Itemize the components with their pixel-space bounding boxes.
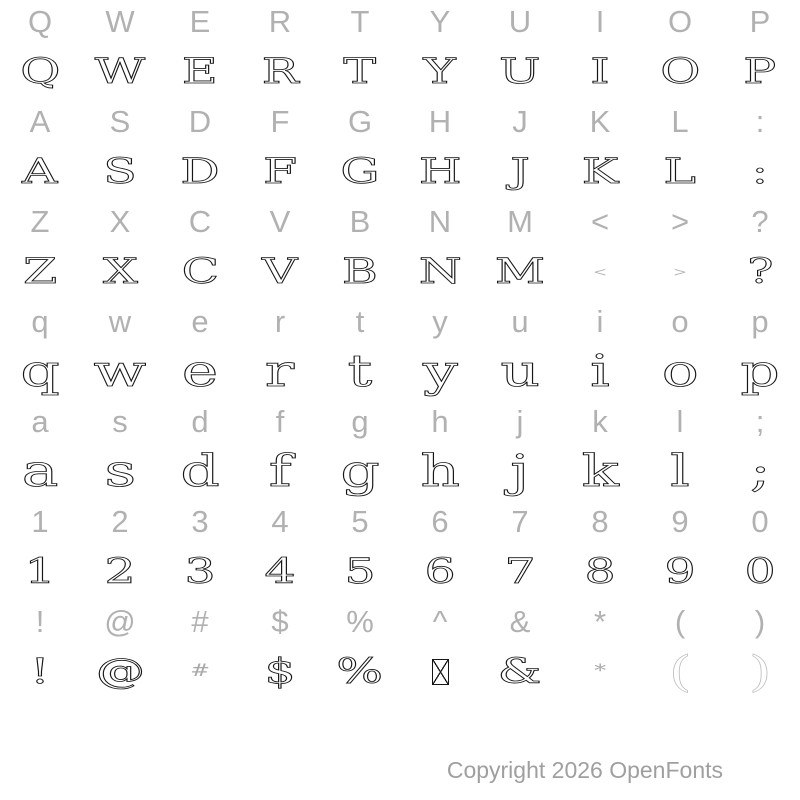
preview-char: a: [21, 446, 59, 497]
label-cell: [0, 204, 80, 240]
preview-cell: [0, 151, 80, 192]
preview-cell: [720, 647, 800, 696]
preview-char: g: [340, 446, 380, 497]
label-char: T: [350, 4, 370, 39]
preview-cell: [560, 663, 640, 681]
preview-char: X: [102, 251, 138, 292]
label-cell: [320, 104, 400, 140]
label-char: g: [351, 404, 369, 439]
label-cell: [720, 204, 800, 240]
preview-cell: [160, 251, 240, 292]
label-cell: [80, 4, 160, 40]
preview-cell: [0, 251, 80, 292]
preview-char: 4: [264, 551, 296, 592]
preview-char: %: [336, 651, 384, 692]
preview-char: #: [190, 661, 210, 681]
label-char: a: [31, 404, 49, 439]
preview-cell: [80, 446, 160, 497]
preview-cell: [0, 651, 80, 692]
label-cell: [0, 104, 80, 140]
preview-char: J: [510, 151, 530, 192]
preview-char: 5: [344, 551, 376, 592]
preview-char: 6: [424, 551, 456, 592]
label-char: G: [347, 104, 373, 139]
label-char: 2: [111, 504, 129, 539]
label-char: X: [109, 204, 131, 239]
label-char: s: [112, 404, 128, 439]
label-cell: [720, 504, 800, 540]
preview-char: 8: [584, 551, 616, 592]
preview-cell: [560, 51, 640, 92]
row-digits-labels: [0, 500, 800, 544]
label-char: q: [31, 304, 49, 339]
preview-char: >: [672, 265, 688, 279]
row-uppercase-home-labels: [0, 100, 800, 144]
preview-char: W: [94, 51, 146, 92]
label-char: u: [511, 304, 529, 339]
label-cell: [240, 604, 320, 640]
preview-char: :: [751, 151, 769, 192]
preview-cell: [560, 446, 640, 497]
label-char: Z: [30, 204, 50, 239]
preview-cell: [160, 446, 240, 497]
label-cell: [480, 4, 560, 40]
label-char: S: [109, 104, 131, 139]
label-cell: [400, 204, 480, 240]
preview-char: q: [20, 346, 60, 397]
preview-cell: [480, 551, 560, 592]
preview-cell: [240, 251, 320, 292]
label-char: D: [188, 104, 212, 139]
preview-cell: [320, 51, 400, 92]
preview-char: <: [592, 265, 608, 279]
label-cell: [720, 304, 800, 340]
preview-cell: [320, 446, 400, 497]
preview-cell: [160, 151, 240, 192]
preview-cell: [240, 51, 320, 92]
preview-cell: [640, 51, 720, 92]
label-char: M: [507, 204, 533, 239]
preview-char: 3: [184, 551, 216, 592]
preview-cell: [80, 651, 160, 692]
preview-char: s: [104, 446, 136, 497]
preview-char: Y: [423, 51, 457, 92]
preview-char: k: [581, 446, 619, 497]
row-uppercase-top-preview: [0, 44, 800, 100]
preview-cell: [240, 551, 320, 592]
label-char: ^: [432, 604, 448, 639]
label-char: K: [589, 104, 611, 139]
label-cell: [0, 604, 80, 640]
preview-cell: [720, 346, 800, 397]
label-cell: [160, 504, 240, 540]
label-cell: [320, 604, 400, 640]
label-cell: [720, 4, 800, 40]
label-char: #: [191, 604, 209, 639]
preview-cell: [240, 446, 320, 497]
label-cell: [0, 304, 80, 340]
label-char: H: [428, 104, 452, 139]
label-char: >: [670, 204, 690, 239]
preview-cell: [560, 151, 640, 192]
preview-cell: [400, 51, 480, 92]
label-char: r: [274, 304, 286, 339]
row-symbols-labels: [0, 600, 800, 644]
preview-cell: [720, 446, 800, 497]
preview-char: P: [743, 51, 777, 92]
label-cell: [320, 4, 400, 40]
label-char: E: [189, 4, 211, 39]
label-cell: [480, 504, 560, 540]
label-char: %: [346, 604, 374, 639]
label-char: L: [671, 104, 689, 139]
preview-char: M: [494, 251, 546, 292]
preview-char: S: [103, 151, 137, 192]
preview-char: ): [748, 647, 772, 696]
label-char: R: [268, 4, 292, 39]
row-uppercase-home-preview: [0, 144, 800, 200]
label-char: U: [508, 4, 532, 39]
label-cell: [80, 204, 160, 240]
row-digits-preview: [0, 544, 800, 600]
preview-char: I: [590, 51, 610, 92]
preview-char: K: [581, 151, 619, 192]
preview-char: ;: [749, 446, 771, 497]
label-char: ?: [751, 204, 769, 239]
label-char: (: [674, 604, 686, 639]
label-char: F: [270, 104, 290, 139]
label-char: 6: [431, 504, 449, 539]
preview-cell: [480, 446, 560, 497]
label-char: C: [188, 204, 212, 239]
preview-cell: [640, 346, 720, 397]
label-char: O: [667, 4, 693, 39]
preview-cell: [640, 551, 720, 592]
preview-cell: [400, 251, 480, 292]
label-cell: [640, 204, 720, 240]
preview-char: O: [659, 51, 701, 92]
preview-cell: [0, 346, 80, 397]
label-cell: [160, 304, 240, 340]
preview-char: E: [182, 51, 218, 92]
label-cell: [480, 204, 560, 240]
label-cell: [400, 4, 480, 40]
label-char: A: [29, 104, 51, 139]
preview-cell: [240, 651, 320, 692]
label-cell: [640, 104, 720, 140]
label-cell: [480, 604, 560, 640]
preview-char: j: [510, 446, 530, 497]
preview-cell: [640, 647, 720, 696]
preview-cell: [560, 551, 640, 592]
preview-cell: [320, 651, 400, 692]
preview-char: N: [418, 251, 462, 292]
label-char: d: [191, 404, 209, 439]
preview-cell: [80, 51, 160, 92]
label-cell: [720, 104, 800, 140]
preview-char: t: [347, 346, 373, 397]
preview-char: i: [590, 346, 610, 397]
label-cell: [320, 204, 400, 240]
label-char: Y: [429, 4, 451, 39]
row-symbols-preview: [0, 644, 800, 700]
label-cell: [400, 304, 480, 340]
preview-cell: [400, 551, 480, 592]
label-char: I: [595, 4, 605, 39]
label-char: $: [271, 604, 289, 639]
row-lowercase-home-labels: [0, 400, 800, 444]
preview-char: H: [418, 151, 462, 192]
preview-char: l: [670, 446, 690, 497]
label-char: i: [596, 304, 604, 339]
label-char: 0: [751, 504, 769, 539]
label-cell: [160, 4, 240, 40]
label-char: p: [751, 304, 769, 339]
label-char: <: [590, 204, 610, 239]
preview-cell: [160, 663, 240, 681]
preview-char: w: [93, 346, 147, 397]
label-cell: [0, 4, 80, 40]
label-char: 3: [191, 504, 209, 539]
label-char: :: [755, 104, 765, 139]
preview-cell: [480, 151, 560, 192]
preview-cell: [400, 659, 480, 685]
preview-char: u: [500, 346, 540, 397]
preview-char: D: [180, 151, 220, 192]
label-char: e: [191, 304, 209, 339]
preview-cell: [80, 346, 160, 397]
label-cell: [400, 104, 480, 140]
preview-cell: [400, 151, 480, 192]
preview-char: T: [343, 51, 377, 92]
preview-cell: [480, 251, 560, 292]
label-char: !: [35, 604, 45, 639]
label-char: P: [749, 4, 771, 39]
row-uppercase-bottom-preview: [0, 244, 800, 300]
preview-char: !: [30, 651, 50, 692]
preview-cell: [720, 151, 800, 192]
preview-cell: [80, 151, 160, 192]
label-cell: [480, 404, 560, 440]
label-char: 5: [351, 504, 369, 539]
preview-char: 0: [744, 551, 776, 592]
label-cell: [80, 504, 160, 540]
preview-char: y: [422, 346, 458, 397]
label-cell: [80, 404, 160, 440]
label-cell: [0, 504, 80, 540]
label-cell: [560, 304, 640, 340]
preview-cell: [480, 346, 560, 397]
row-lowercase-top-labels: [0, 300, 800, 344]
label-char: w: [108, 304, 132, 339]
preview-char: B: [341, 251, 379, 292]
preview-cell: [160, 51, 240, 92]
label-char: ): [754, 604, 766, 639]
label-cell: [80, 604, 160, 640]
preview-char: (: [668, 647, 692, 696]
preview-char: r: [265, 346, 295, 397]
preview-char: G: [340, 151, 380, 192]
preview-char: &: [498, 651, 542, 692]
preview-char: f: [268, 446, 292, 497]
preview-cell: [160, 346, 240, 397]
label-cell: [400, 604, 480, 640]
label-cell: [560, 204, 640, 240]
label-char: W: [105, 4, 135, 39]
preview-cell: [0, 551, 80, 592]
preview-char: 7: [504, 551, 536, 592]
preview-cell: [240, 151, 320, 192]
preview-char: L: [663, 151, 697, 192]
preview-cell: [560, 346, 640, 397]
label-char: y: [432, 304, 448, 339]
label-cell: [400, 404, 480, 440]
preview-char: o: [661, 346, 699, 397]
label-char: Q: [27, 4, 53, 39]
label-cell: [240, 304, 320, 340]
missing-glyph-box: [432, 659, 449, 685]
label-cell: [640, 404, 720, 440]
label-cell: [80, 104, 160, 140]
label-char: 4: [271, 504, 289, 539]
label-char: V: [269, 204, 291, 239]
label-char: @: [104, 604, 136, 639]
preview-cell: [160, 551, 240, 592]
preview-cell: [320, 346, 400, 397]
row-uppercase-bottom-labels: [0, 200, 800, 244]
label-cell: [640, 304, 720, 340]
label-cell: [640, 604, 720, 640]
preview-char: ?: [746, 251, 774, 292]
preview-cell: [240, 346, 320, 397]
preview-char: @: [95, 651, 145, 692]
label-cell: [320, 304, 400, 340]
label-cell: [240, 404, 320, 440]
label-char: B: [349, 204, 371, 239]
label-cell: [240, 504, 320, 540]
label-cell: [640, 504, 720, 540]
label-char: f: [275, 404, 285, 439]
preview-cell: [0, 446, 80, 497]
preview-cell: [560, 263, 640, 281]
preview-cell: [480, 651, 560, 692]
label-cell: [160, 104, 240, 140]
row-uppercase-top-labels: [0, 0, 800, 44]
preview-cell: [720, 51, 800, 92]
preview-char: R: [261, 51, 299, 92]
label-cell: [240, 4, 320, 40]
label-char: h: [431, 404, 449, 439]
preview-char: 1: [24, 551, 56, 592]
label-cell: [0, 404, 80, 440]
label-cell: [160, 204, 240, 240]
preview-cell: [400, 346, 480, 397]
label-cell: [560, 404, 640, 440]
label-cell: [560, 104, 640, 140]
preview-cell: [80, 551, 160, 592]
label-char: t: [355, 304, 365, 339]
label-char: j: [516, 404, 524, 439]
preview-char: U: [499, 51, 541, 92]
label-cell: [480, 304, 560, 340]
preview-char: Q: [19, 51, 61, 92]
copyright-text: Copyright 2026 OpenFonts: [446, 757, 723, 783]
preview-cell: [80, 251, 160, 292]
label-char: &: [509, 604, 531, 639]
label-char: J: [512, 104, 528, 139]
label-cell: [80, 304, 160, 340]
label-cell: [480, 104, 560, 140]
label-char: *: [593, 604, 607, 639]
label-cell: [240, 204, 320, 240]
preview-char: $: [264, 651, 296, 692]
label-cell: [400, 504, 480, 540]
label-cell: [320, 504, 400, 540]
label-char: 1: [31, 504, 49, 539]
preview-cell: [480, 51, 560, 92]
preview-cell: [320, 551, 400, 592]
label-cell: [720, 604, 800, 640]
preview-char: 9: [664, 551, 696, 592]
preview-char: Z: [22, 251, 58, 292]
label-cell: [640, 4, 720, 40]
label-cell: [560, 604, 640, 640]
row-lowercase-top-preview: [0, 344, 800, 400]
label-char: o: [671, 304, 689, 339]
preview-cell: [640, 446, 720, 497]
preview-char: V: [262, 251, 298, 292]
preview-char: C: [181, 251, 219, 292]
label-cell: [240, 104, 320, 140]
label-cell: [320, 404, 400, 440]
preview-char: d: [180, 446, 220, 497]
label-cell: [160, 404, 240, 440]
label-cell: [160, 604, 240, 640]
preview-char: 2: [104, 551, 136, 592]
preview-cell: [400, 446, 480, 497]
label-char: ;: [755, 404, 765, 439]
preview-char: p: [740, 346, 780, 397]
preview-cell: [640, 151, 720, 192]
label-char: 8: [591, 504, 609, 539]
label-char: k: [592, 404, 608, 439]
preview-cell: [320, 251, 400, 292]
preview-cell: [720, 551, 800, 592]
row-lowercase-home-preview: [0, 444, 800, 500]
preview-cell: [640, 263, 720, 281]
label-char: N: [428, 204, 452, 239]
label-char: l: [676, 404, 684, 439]
preview-char: F: [262, 151, 297, 192]
label-char: 7: [511, 504, 529, 539]
preview-cell: [0, 51, 80, 92]
preview-char: *: [594, 661, 606, 681]
preview-cell: [320, 151, 400, 192]
label-cell: [720, 404, 800, 440]
preview-char: e: [181, 346, 219, 397]
preview-cell: [720, 251, 800, 292]
label-char: 9: [671, 504, 689, 539]
preview-char: h: [420, 446, 460, 497]
label-cell: [560, 4, 640, 40]
label-cell: [560, 504, 640, 540]
preview-char: A: [22, 151, 58, 192]
